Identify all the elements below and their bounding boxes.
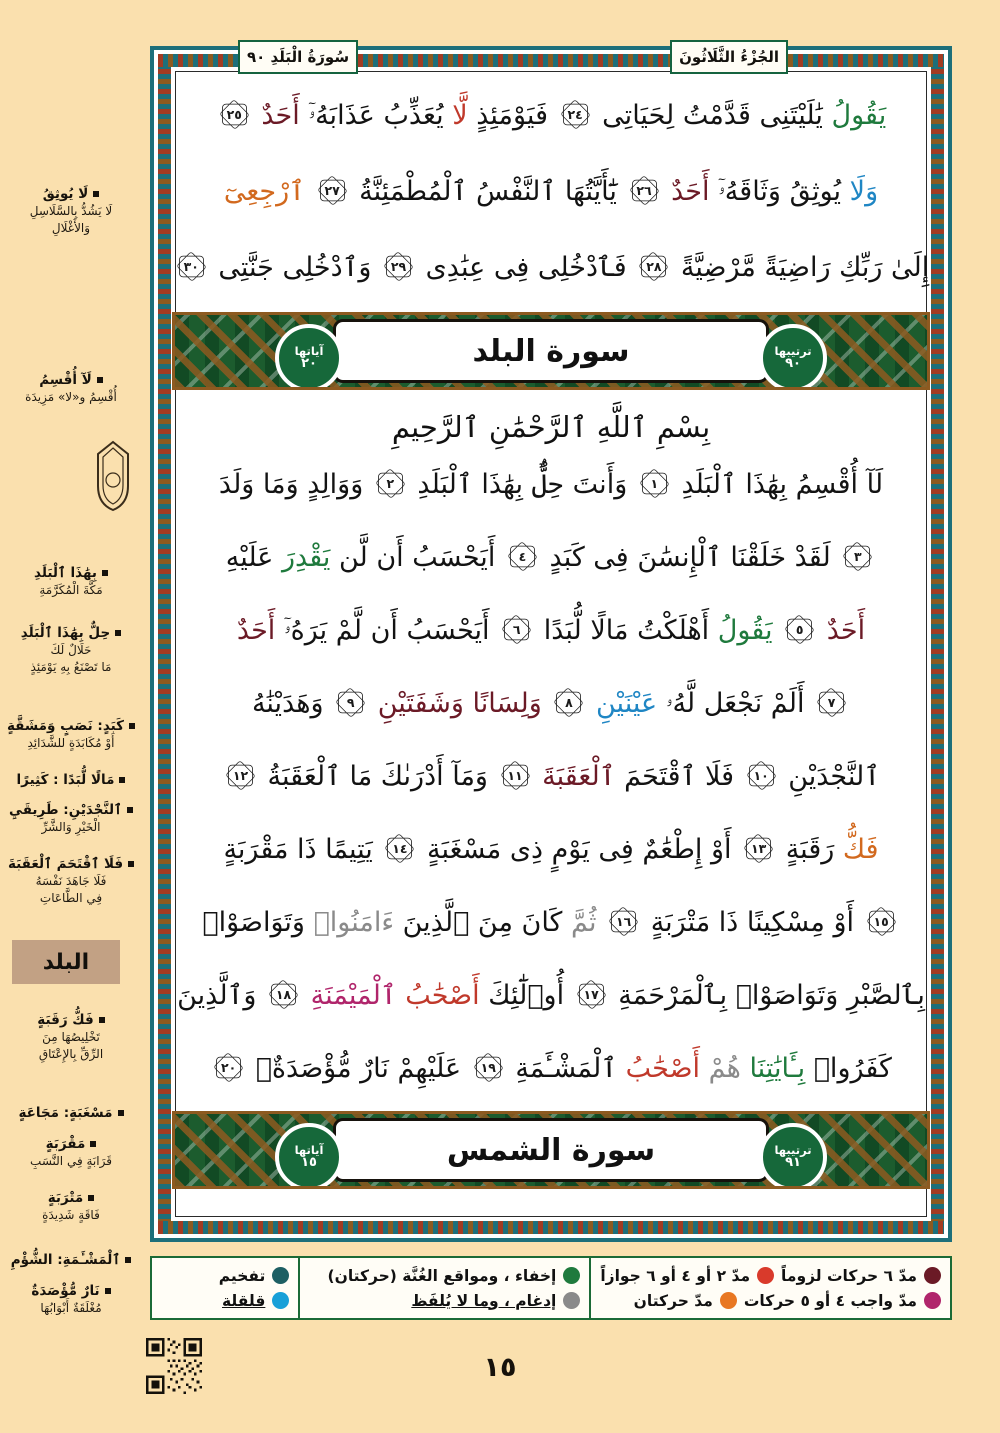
- surah-ayah-count-value: ١٥: [301, 1155, 317, 1171]
- surah-ayah-count-label: آياتها: [294, 344, 324, 359]
- ayah-number-marker: ١٤: [384, 834, 415, 863]
- legend-section: [152, 1258, 300, 1318]
- quran-word: ٱلْمُطْمَئِنَّةُ: [359, 176, 468, 207]
- legend-color-dot: [757, 1267, 774, 1284]
- legend-label: مدّ ٦ حركات لزوماً: [781, 1266, 917, 1285]
- quran-word: أُو۟لَٰٓئِكَ: [488, 980, 565, 1011]
- quran-word: ٱلْعَقَبَةَ: [542, 761, 616, 792]
- margin-note-gloss: الرِّقِّ بِالإِعْتَاقِ: [38, 1047, 104, 1062]
- quran-word: مَتْرَبَةٍ: [650, 907, 711, 938]
- margin-note: [4, 1105, 138, 1122]
- margin-note-headword: مَتْرَبَةٍ: [4, 1190, 138, 1207]
- quran-word: نَجْعَل: [703, 688, 763, 719]
- quran-word: يَٰلَيْتَنِى: [759, 100, 823, 131]
- ayah-number-marker: ١٩: [473, 1053, 504, 1082]
- surah-ayah-count-label: آياتها: [294, 1143, 324, 1158]
- margin-note-gloss: حَلَالٌ لَكَ: [50, 642, 92, 657]
- margin-note: [4, 1252, 138, 1269]
- quran-word: عَلَيْهِ: [225, 542, 274, 573]
- legend-row: [309, 1263, 580, 1288]
- legend-label: إخفاء ، ومواقع الغُنَّة (حركتان): [327, 1266, 557, 1285]
- quran-word: ثُمَّ: [571, 907, 597, 938]
- quran-word: ٱرْجِعِىٓ: [223, 176, 305, 207]
- quran-word: عَذَابَهُۥٓ: [308, 100, 375, 131]
- margin-note-gloss: وَالأَغْلَالِ: [51, 221, 91, 236]
- margin-note-headword: لَآ أُقْسِمُ: [4, 372, 138, 389]
- ayah-number-marker: ٢٨: [638, 252, 669, 281]
- quran-word: فَيَوْمَئِذٍ: [476, 100, 548, 131]
- quran-text-area: [172, 78, 930, 1218]
- quran-word: لَّن: [338, 542, 368, 573]
- quran-word: أَهْلَكْتُ: [637, 615, 710, 646]
- quran-word: مَّرْضِيَّةً: [680, 252, 756, 283]
- legend-label: تفخيم: [218, 1266, 266, 1285]
- margin-note: [4, 1190, 138, 1224]
- legend-color-dot: [924, 1267, 941, 1284]
- quran-word: أَحَدٌ: [261, 100, 300, 131]
- ayah-number-marker: ٢: [375, 469, 406, 498]
- quran-line: [172, 448, 930, 521]
- margin-note: [4, 565, 138, 599]
- basmala: بِسْمِ ٱللَّهِ ٱلرَّحْمَٰنِ ٱلرَّحِيمِ: [391, 410, 711, 444]
- quran-word: ٱلنَّفْسُ: [475, 176, 557, 207]
- legend-color-dot: [563, 1267, 580, 1284]
- quran-word: ٱلنَّجْدَيْنِ: [788, 761, 881, 792]
- quran-word: بِٱلْمَرْحَمَةِ: [618, 980, 728, 1011]
- quran-word: يَقُولُ: [717, 615, 773, 646]
- quran-word: لَقَدْ: [794, 542, 831, 573]
- legend-label: قلقلة: [222, 1291, 266, 1310]
- surah-order-badge: [759, 324, 827, 390]
- margin-note-gloss: فَاقَةٍ شَدِيدَةٍ: [42, 1207, 100, 1222]
- quran-word: فَكُّ: [842, 834, 879, 865]
- quran-word: عِبَٰدِى: [425, 252, 486, 283]
- legend-color-dot: [924, 1292, 941, 1309]
- quran-word: ذَا: [718, 907, 739, 938]
- ayah-number-marker: ٧: [816, 688, 847, 717]
- surah-title: سورة البلد: [472, 333, 630, 369]
- quran-word: ٱلْعَقَبَةُ: [267, 761, 341, 792]
- quran-word: ٱقْتَحَمَ: [624, 761, 697, 792]
- legend-label: مدّ حركتان: [633, 1291, 713, 1310]
- quran-word: أَحَدٌ: [236, 615, 276, 646]
- quran-word: أَحَدٌ: [671, 176, 710, 207]
- quran-word: لَّا: [452, 100, 468, 131]
- ayah-number-marker: ٨: [553, 688, 584, 717]
- ayah-number-marker: ٣: [842, 542, 873, 571]
- quran-word: لَآ: [866, 469, 884, 500]
- ayah-number-marker: ٩: [335, 688, 366, 717]
- quran-word: ٱلْبَلَدِ: [417, 469, 473, 500]
- quran-word: ٱلْإِنسَٰنَ: [637, 542, 722, 573]
- margin-note: [4, 1012, 138, 1064]
- quran-word: وَوَالِدٍ: [307, 469, 364, 500]
- quran-word: بِهَٰذَا: [745, 469, 787, 500]
- margin-note-gloss: مَا تَصْنَعُ بِهِ يَوْمَئِذٍ: [30, 660, 112, 675]
- quran-word: وَلَا: [849, 176, 879, 207]
- surah-tab-marker: [12, 940, 120, 984]
- quran-word: وَٱلَّذِينَ: [177, 980, 257, 1011]
- legend-row: [309, 1288, 580, 1313]
- ayah-number-marker: ٤: [507, 542, 538, 571]
- surah-order-value: ٩١: [785, 1155, 801, 1171]
- quran-line: [172, 813, 930, 886]
- margin-note-gloss: لَا يَشُدُّ بِالسَّلَاسِلِ: [29, 203, 113, 218]
- quran-word: يَوْمٍ: [551, 834, 590, 865]
- quran-line: [172, 959, 930, 1032]
- legend-label: إدغام ، وما لا يُلفَظ: [411, 1291, 557, 1310]
- surah-title: سورة الشمس: [446, 1132, 656, 1168]
- surah-order-value: ٩٠: [785, 356, 801, 372]
- margin-note-gloss: أُقْسِمُ و«لا» مَزِيدَة: [25, 389, 117, 404]
- quran-word: وَلِسَانًا: [472, 688, 542, 719]
- margin-note-headword: مَقْرَبَةٍ: [4, 1136, 138, 1153]
- quran-word: نَارٌ: [360, 1053, 389, 1084]
- quran-word: كَانَ: [521, 907, 563, 938]
- ayah-number-marker: ١٣: [743, 834, 774, 863]
- quran-word: أَيَحْسَبُ: [412, 542, 496, 573]
- quran-word: وَلَدَ: [218, 469, 255, 500]
- quran-word: فِى: [598, 834, 634, 865]
- ayah-number-marker: ٦: [501, 615, 532, 644]
- header-surah-label: سُورَةُ الْبَلَدِ ٩٠: [247, 48, 350, 66]
- quran-word: ذَا: [297, 834, 317, 865]
- margin-note-headword: ٱلْمَشْـَٔمَةِ: الشُّؤْمِ: [4, 1252, 138, 1269]
- quran-word: وَمَا: [262, 469, 299, 500]
- quran-word: يَتِيمًا: [325, 834, 373, 865]
- quran-word: أَن: [370, 615, 398, 646]
- tajweed-legend: [150, 1256, 952, 1320]
- quran-word: أَن: [376, 542, 404, 573]
- quran-word: وَمَآ: [452, 761, 488, 792]
- ayah-number-marker: ١٠: [746, 761, 777, 790]
- surah-banner-shams: [172, 1111, 930, 1189]
- quran-word: مَالًا: [590, 615, 629, 646]
- quran-word: يَقْدِرَ: [281, 542, 331, 573]
- quran-word: جَنَّتِى: [218, 252, 274, 283]
- quran-word: ٱلْبَلَدِ: [681, 469, 737, 500]
- surah-ayah-count-badge: [275, 324, 343, 390]
- margin-note-gloss: أَوْ مُكَابَدَةٍ للشَّدَائِدِ: [27, 735, 115, 750]
- ayah-number-marker: ٢٧: [317, 176, 348, 205]
- surah-tab-label: البلد: [42, 949, 90, 975]
- quran-word: بِـَٔايَٰتِنَا: [749, 1053, 806, 1084]
- quran-word: مُّؤْصَدَةٌۢ: [255, 1053, 352, 1084]
- ayah-number-marker: ٥: [784, 615, 815, 644]
- legend-label: مدّ ٢ أو ٤ أو ٦ جوازاً: [600, 1266, 751, 1285]
- quran-word: فِى: [593, 542, 629, 573]
- quran-word: وَثَاقَهُۥٓ: [718, 176, 781, 207]
- quran-word: ٱلَّذِينَ: [402, 907, 470, 938]
- quran-word: رَبِّكِ: [839, 252, 883, 283]
- quran-word: مَقْرَبَةٍ: [223, 834, 289, 865]
- quran-word: أَحَدٌ: [826, 615, 866, 646]
- margin-note: [4, 718, 138, 752]
- quran-word: يَرَهُۥٓ: [283, 615, 328, 646]
- quran-word: فَلَا: [704, 761, 734, 792]
- ayah-number-marker: ١: [639, 469, 670, 498]
- quran-word: أَصْحَٰبُ: [625, 1053, 701, 1084]
- margin-note-gloss: الْخَيْرِ وَالشَّرِّ: [41, 819, 101, 834]
- quran-line: [172, 521, 930, 594]
- quran-word: لِحَيَاتِى: [602, 100, 675, 131]
- quran-word: ءَامَنُوا۟: [313, 907, 395, 938]
- quran-word: وَتَوَاصَوْا۟: [202, 907, 305, 938]
- quran-word: فِى: [493, 252, 530, 283]
- margin-note-gloss: قَرَابَةٍ فِي النَّسَبِ: [30, 1153, 112, 1168]
- quran-word: رَقَبَةٍ: [785, 834, 835, 865]
- ayah-number-marker: ٣٠: [176, 252, 207, 281]
- ayah-number-marker: ١٧: [576, 980, 607, 1009]
- legend-section: [300, 1258, 591, 1318]
- quran-word: ذِى: [509, 834, 543, 865]
- legend-label: مدّ واجب ٤ أو ٥ حركات: [743, 1291, 917, 1310]
- margin-note: [4, 1283, 138, 1317]
- quran-word: لُّبَدًا: [543, 615, 582, 646]
- margin-notes-column: [0, 0, 142, 1433]
- margin-note-gloss: فِي الطَّاعَاتِ: [39, 891, 103, 906]
- quran-line: [172, 154, 930, 230]
- surah-ayah-count-value: ٢٠: [301, 356, 317, 372]
- margin-note-gloss: مَكَّةَ الْمُكَرَّمَةِ: [39, 582, 103, 597]
- quran-word: يَقُولُ: [831, 100, 887, 131]
- surah-order-badge: [759, 1123, 827, 1189]
- quran-word: مِسْكِينًا: [746, 907, 825, 938]
- surah-order-label: ترتيبها: [774, 1143, 812, 1158]
- quran-word: لَّمْ: [335, 615, 362, 646]
- quran-word: لَّهُۥ: [665, 688, 696, 719]
- ayah-number-marker: ٢٦: [629, 176, 660, 205]
- ayah-number-marker: ١١: [500, 761, 531, 790]
- quran-word: أَدْرَىٰكَ: [380, 761, 444, 792]
- quran-word: أُقْسِمُ: [795, 469, 859, 500]
- quran-word: يُعَذِّبُ: [383, 100, 444, 131]
- margin-note-headword: فَكُّ رَقَبَةٍ: [4, 1012, 138, 1029]
- margin-note-gloss: مُغْلَقَةٌ أَبْوَابُهَا: [40, 1300, 102, 1315]
- legend-row: [161, 1288, 289, 1313]
- quran-word: عَيْنَيْنِ: [596, 688, 658, 719]
- quran-line: [172, 230, 930, 306]
- margin-note-headword: حِلٌّ بِهَٰذَا ٱلْبَلَدِ: [4, 625, 138, 642]
- margin-note: [4, 856, 138, 908]
- quran-word: أَوْ: [710, 834, 732, 865]
- quran-line: [172, 740, 930, 813]
- surah-title-plate: [333, 319, 769, 383]
- quran-line: [172, 886, 930, 959]
- quran-word: حِلٌّۢ: [531, 469, 565, 500]
- margin-note-headword: بِهَٰذَا ٱلْبَلَدِ: [4, 565, 138, 582]
- quran-word: وَشَفَتَيْنِ: [377, 688, 464, 719]
- margin-note: [4, 625, 138, 677]
- quran-word: وَأَنتَ: [572, 469, 628, 500]
- ayah-number-marker: ١٦: [608, 907, 639, 936]
- quran-word: هُمْ: [708, 1053, 741, 1084]
- ayah-number-marker: ١٥: [866, 907, 897, 936]
- quran-word: إِلَىٰ: [891, 252, 930, 283]
- ayah-number-marker: ٢٩: [383, 252, 414, 281]
- ayah-number-marker: ١٢: [225, 761, 256, 790]
- quran-word: وَٱدْخُلِى: [282, 252, 372, 283]
- quran-word: ٱلْمَشْـَٔمَةِ: [515, 1053, 618, 1084]
- surah-title-plate: [333, 1118, 769, 1182]
- surah-banner-balad: [172, 312, 930, 390]
- quran-word: إِطْعَٰمٌ: [642, 834, 703, 865]
- margin-note: [4, 802, 138, 836]
- margin-note-gloss: فَلَا جَاهَدَ نَفْسَهُ: [35, 873, 107, 888]
- quran-word: ٱلْمَيْمَنَةِ: [310, 980, 397, 1011]
- quran-word: مِنَ: [477, 907, 513, 938]
- ayah-number-marker: ١٨: [268, 980, 299, 1009]
- quran-word: أَوْ: [833, 907, 855, 938]
- quran-word: وَتَوَاصَوْا۟: [735, 980, 839, 1011]
- header-surah-tablet: [238, 40, 358, 74]
- margin-note-headword: لَا يُوثِقُ: [4, 186, 138, 203]
- margin-note-headword: نَارٌ مُّؤْصَدَةٌ: [4, 1283, 138, 1300]
- quran-word: فَٱدْخُلِى: [537, 252, 627, 283]
- margin-note-headword: ٱلنَّجْدَيْنِ: طَرِيقَيِ: [4, 802, 138, 819]
- ayah-number-marker: ٢٥: [219, 100, 250, 129]
- margin-note-headword: مَسْغَبَةٍ: مَجَاعَةٍ: [4, 1105, 138, 1122]
- margin-note-headword: مَالًا لُّبَدًا : كَثِيرًا: [4, 772, 138, 789]
- legend-color-dot: [563, 1292, 580, 1309]
- legend-row: [161, 1263, 289, 1288]
- ayah-number-marker: ٢٤: [560, 100, 591, 129]
- margin-note-gloss: تَخْلِيصُهَا مِنَ: [42, 1029, 100, 1044]
- quran-line: [172, 667, 930, 740]
- quran-word: بِٱلصَّبْرِ: [846, 980, 925, 1011]
- ayah-number-marker: ٢٠: [213, 1053, 244, 1082]
- quran-word: خَلَقْنَا: [730, 542, 787, 573]
- surah-order-label: ترتيبها: [774, 344, 812, 359]
- margin-note: [4, 1136, 138, 1170]
- legend-row: [600, 1263, 941, 1288]
- surah-ayah-count-badge: [275, 1123, 343, 1189]
- quran-word: رَاضِيَةً: [764, 252, 831, 283]
- quran-line: [172, 1032, 930, 1105]
- legend-row: [600, 1288, 941, 1313]
- margin-note-headword: فَلَا ٱقْتَحَمَ ٱلْعَقَبَةَ: [4, 856, 138, 873]
- legend-color-dot: [272, 1267, 289, 1284]
- quran-line: [172, 78, 930, 154]
- quran-word: أَيَحْسَبُ: [406, 615, 490, 646]
- page-number: ١٥: [483, 1352, 517, 1383]
- quran-word: أَلَمْ: [770, 688, 805, 719]
- quran-word: يَٰٓأَيَّتُهَا: [564, 176, 617, 207]
- legend-color-dot: [720, 1292, 737, 1309]
- margin-note: [4, 372, 138, 406]
- legend-color-dot: [272, 1292, 289, 1309]
- header-juz-tablet: [670, 40, 788, 74]
- quran-word: كَبَدٍ: [549, 542, 585, 573]
- header-juz-label: الجُزْءُ الثَّلَاثُونَ: [679, 48, 779, 66]
- quran-word: مَا: [349, 761, 373, 792]
- quran-word: بِهَٰذَا: [481, 469, 523, 500]
- margin-note-headword: كَبَدٍ: نَصَبٍ وَمَشَقَّةٍ: [4, 718, 138, 735]
- quran-word: عَلَيْهِمْ: [397, 1053, 462, 1084]
- margin-note: [4, 772, 138, 789]
- quran-word: قَدَّمْتُ: [682, 100, 751, 131]
- quran-word: كَفَرُوا۟: [813, 1053, 892, 1084]
- margin-note: [4, 186, 138, 238]
- legend-section: [591, 1258, 950, 1318]
- quran-line: [172, 594, 930, 667]
- hizb-marker-icon: [90, 440, 136, 512]
- quran-word: مَسْغَبَةٍ: [427, 834, 502, 865]
- quran-word: يُوثِقُ: [789, 176, 842, 207]
- quran-word: أَصْحَٰبُ: [405, 980, 480, 1011]
- quran-word: وَهَدَيْنَٰهُ: [251, 688, 324, 719]
